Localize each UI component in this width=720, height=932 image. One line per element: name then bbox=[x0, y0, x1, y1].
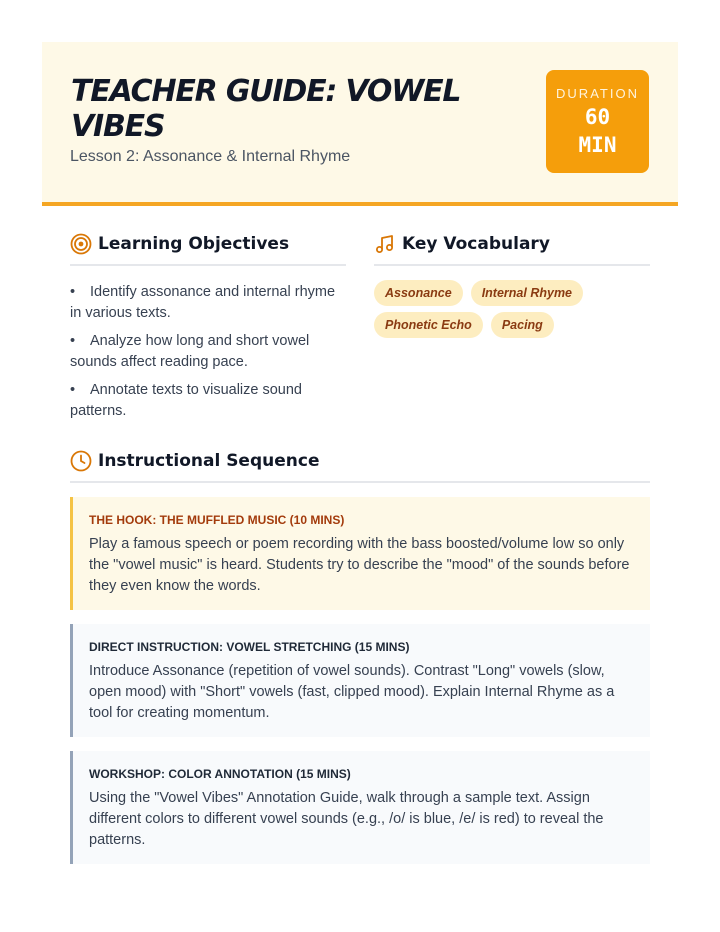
objectives-heading bbox=[70, 233, 346, 266]
step-title: DIRECT INSTRUCTION: VOWEL STRETCHING (15 MINS) bbox=[89, 640, 410, 654]
sequence-title: Instructional Sequence bbox=[98, 451, 320, 471]
page-title: TEACHER GUIDE: VOWEL VIBES bbox=[71, 74, 461, 144]
vocabulary-heading bbox=[374, 233, 650, 266]
vocabulary-chips bbox=[374, 280, 654, 344]
step-title: WORKSHOP: COLOR ANNOTATION (15 MINS) bbox=[89, 767, 351, 781]
sequence-heading bbox=[70, 450, 650, 483]
duration-label: DURATION bbox=[556, 86, 639, 101]
duration-badge bbox=[546, 70, 649, 173]
vocab-chip: Phonetic Echo bbox=[374, 312, 483, 338]
vocab-chip: Internal Rhyme bbox=[471, 280, 583, 306]
step-body: Play a famous speech or poem recording with the bass boosted/volume low so only the "vowel music" is heard. Students try to describe the "mood" of the sounds before they even know the words. bbox=[89, 536, 630, 594]
page-subtitle: Lesson 2: Assonance & Internal Rhyme bbox=[70, 148, 351, 165]
duration-value: 60 MIN bbox=[578, 105, 617, 157]
music-note-icon bbox=[374, 233, 396, 255]
header-banner bbox=[42, 42, 678, 206]
list-item: • Annotate texts to visualize sound patterns. bbox=[70, 382, 302, 419]
list-item: • Analyze how long and short vowel sounds affect reading pace. bbox=[70, 333, 310, 370]
sequence-step-direct-instruction bbox=[70, 624, 650, 737]
vocabulary-title: Key Vocabulary bbox=[402, 234, 550, 254]
vocab-chip: Assonance bbox=[374, 280, 463, 306]
sequence-step-workshop bbox=[70, 751, 650, 864]
step-title: THE HOOK: THE MUFFLED MUSIC (10 MINS) bbox=[89, 513, 345, 527]
sequence-step-hook bbox=[70, 497, 650, 610]
target-icon bbox=[70, 233, 92, 255]
objectives-list bbox=[70, 282, 350, 429]
page-header-region bbox=[42, 42, 678, 206]
step-body: Introduce Assonance (repetition of vowel sounds). Contrast "Long" vowels (slow, open mood) with "Short" vowels (fast, clipped mood). Explain Internal Rhyme as a tool for creating momentum. bbox=[89, 663, 615, 721]
objectives-title: Learning Objectives bbox=[98, 234, 290, 254]
vocab-chip: Pacing bbox=[491, 312, 554, 338]
clock-icon bbox=[70, 450, 92, 472]
list-item: • Identify assonance and internal rhyme in various texts. bbox=[70, 284, 336, 321]
step-body: Using the "Vowel Vibes" Annotation Guide, walk through a sample text. Assign different colors to different vowel sounds (e.g., /o/ is blue, /e/ is red) to reveal the patterns. bbox=[89, 790, 604, 848]
